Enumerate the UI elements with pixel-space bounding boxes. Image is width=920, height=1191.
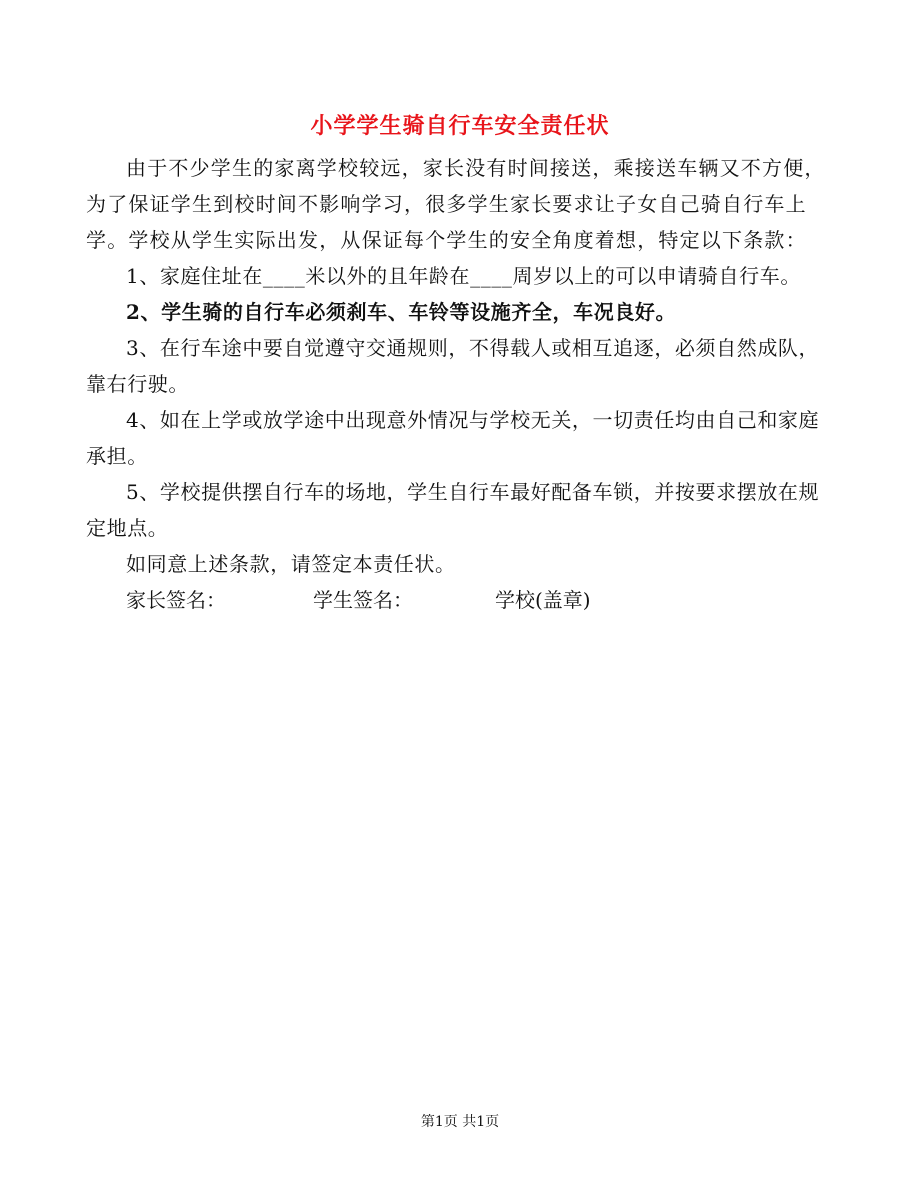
clause-5: 5、学校提供摆自行车的场地，学生自行车最好配备车锁，并按要求摆放在规定地点。 [86, 480, 820, 540]
clause-4: 4、如在上学或放学途中出现意外情况与学校无关，一切责任均由自己和家庭承担。 [86, 408, 820, 468]
document-body [86, 150, 834, 618]
signature-row [86, 582, 834, 618]
closing-paragraph: 如同意上述条款，请签定本责任状。 [126, 552, 456, 576]
clause-1: 1、家庭住址在____米以外的且年龄在____周岁以上的可以申请骑自行车。 [126, 264, 801, 288]
intro-paragraph: 由于不少学生的家离学校较远，家长没有时间接送，乘接送车辆又不方便，为了保证学生到校时间不影响学习，很多学生家长要求让子女自己骑自行车上学。学校从学生实际出发，从保证每个学生的安全角度着想，特定以下条款： [86, 156, 826, 252]
clause-2: 2、学生骑的自行车必须刹车、车铃等设施齐全，车况良好。 [126, 300, 677, 324]
student-signature-label: 学生签名： [313, 588, 413, 612]
parent-signature-label: 家长签名： [126, 588, 226, 612]
school-stamp-label: 学校(盖章) [495, 588, 591, 612]
page-footer: 第1页 共1页 [420, 1114, 500, 1130]
clause-3: 3、在行车途中要自觉遵守交通规则，不得载人或相互追逐，必须自然成队，靠右行驶。 [86, 336, 820, 396]
document-title: 小学学生骑自行车安全责任状 [310, 113, 610, 139]
